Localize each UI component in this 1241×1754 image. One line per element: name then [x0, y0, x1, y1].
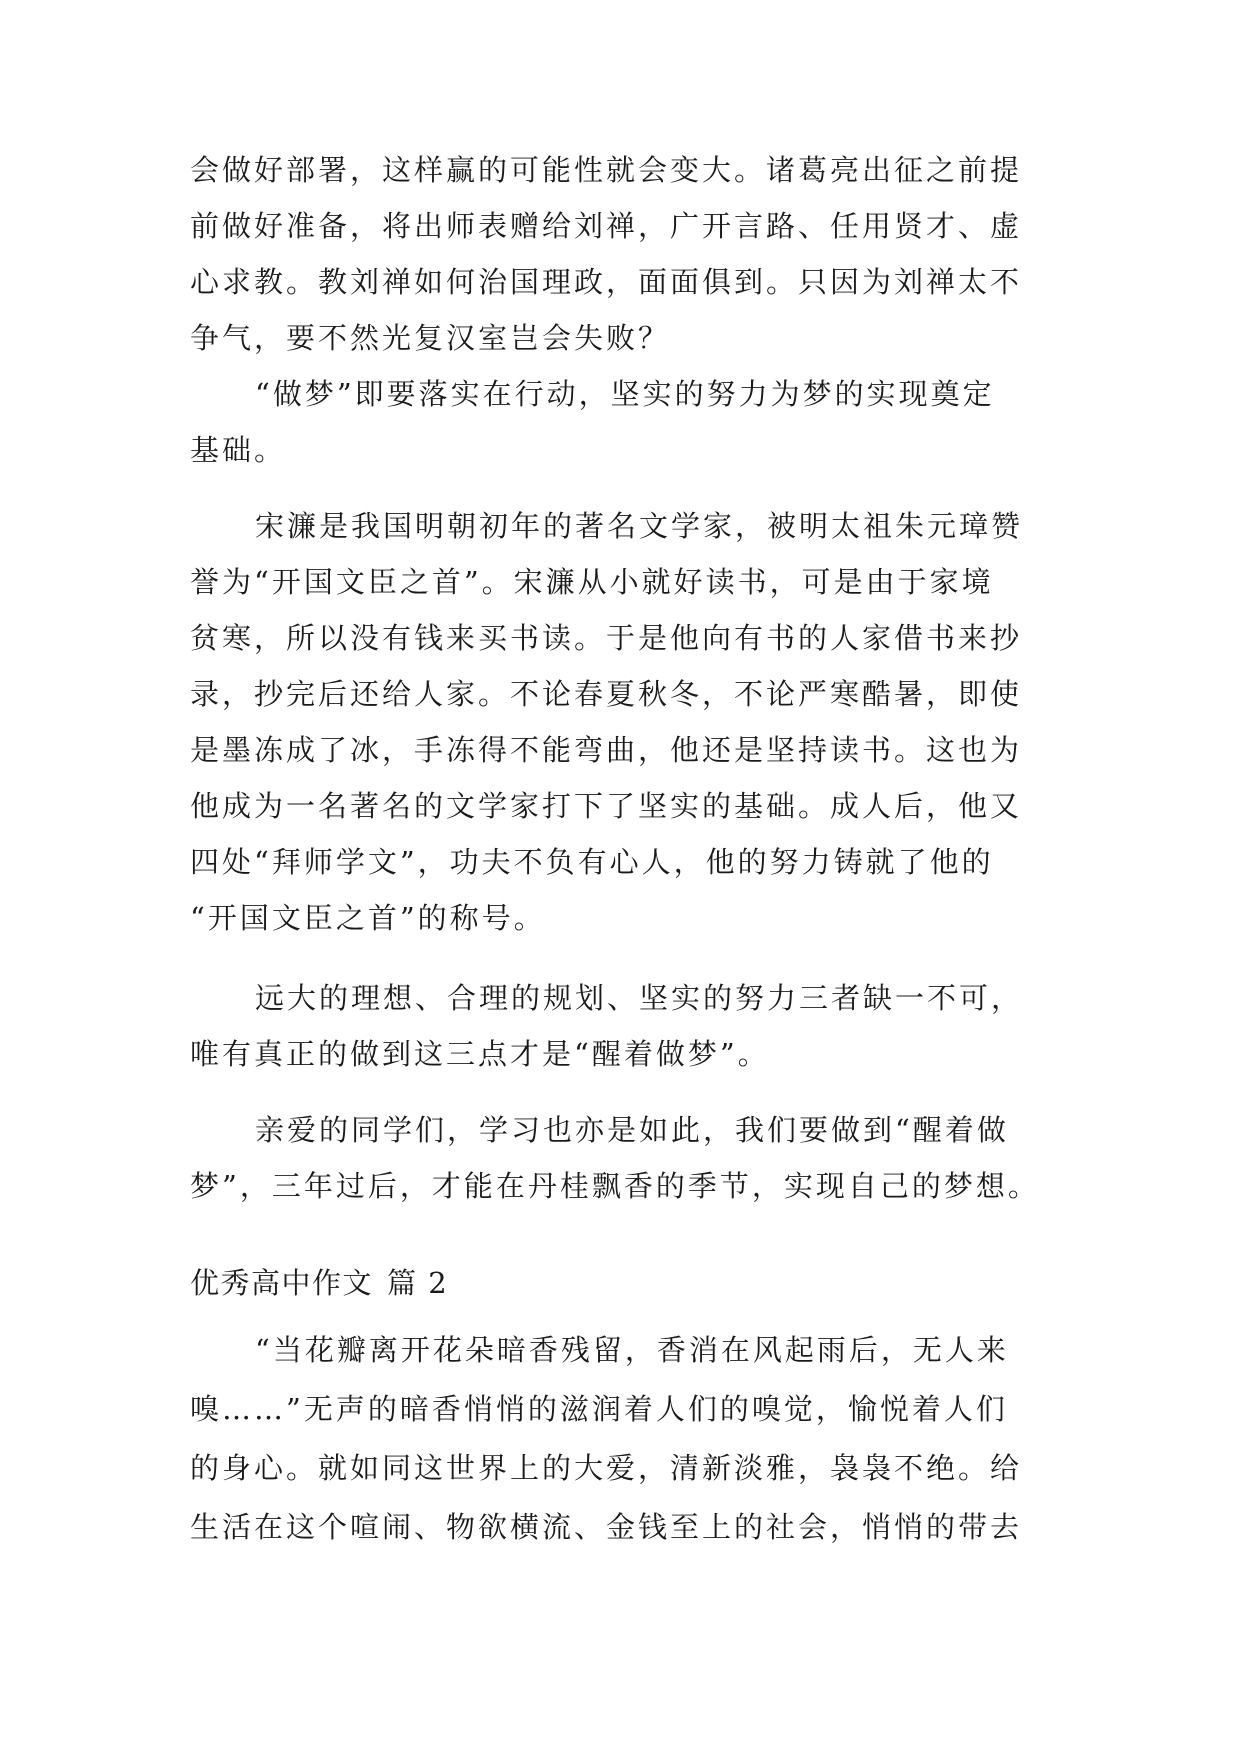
section-title: 优秀高中作文: [190, 1266, 374, 1300]
text-line: 基础。: [190, 433, 287, 467]
text-line: 梦”，三年过后，才能在丹桂飘香的季节，实现自己的梦想。: [190, 1169, 1040, 1203]
text-line: 会做好部署，这样赢的可能性就会变大。诸葛亮出征之前提: [190, 153, 1023, 187]
text-line: 宋濂是我国明朝初年的著名文学家，被明太祖朱元璋赞: [255, 509, 1024, 543]
text-line: 誉为“开国文臣之首”。宋濂从小就好读书，可是由于家境: [190, 565, 994, 599]
text-line: “做梦”即要落实在行动，坚实的努力为梦的实现奠定: [255, 377, 995, 411]
text-line: 远大的理想、合理的规划、坚实的努力三者缺一不可，: [255, 981, 1024, 1015]
text-line: 亲爱的同学们，学习也亦是如此，我们要做到“醒着做: [255, 1113, 1009, 1147]
text-line: 是墨冻成了冰，手冻得不能弯曲，他还是坚持读书。这也为: [190, 733, 1023, 767]
text-line: 贫寒，所以没有钱来买书读。于是他向有书的人家借书来抄: [190, 621, 1023, 655]
text-line: 录，抄完后还给人家。不论春夏秋冬，不论严寒酷暑，即使: [190, 677, 1023, 711]
section-heading: [190, 1263, 448, 1303]
text-line: 前做好准备，将出师表赠给刘禅，广开言路、任用贤才、虚: [190, 209, 1023, 243]
text-line: “开国文臣之首”的称号。: [190, 901, 546, 935]
text-line: 四处“拜师学文”，功夫不负有心人，他的努力铸就了他的: [190, 845, 994, 879]
text-line: 生活在这个喧闹、物欲横流、金钱至上的社会，悄悄的带去: [190, 1510, 1023, 1544]
text-line: 心求教。教刘禅如何治国理政，面面俱到。只因为刘禅太不: [190, 265, 1023, 299]
text-line: 争气，要不然光复汉室岂会失败？: [190, 321, 671, 355]
text-line: 唯有真正的做到这三点才是“醒着做梦”。: [190, 1037, 770, 1071]
text-line: 嗅……”无声的暗香悄悄的滋润着人们的嗅觉，愉悦着人们: [190, 1392, 1008, 1426]
text-line: 他成为一名著名的文学家打下了坚实的基础。成人后，他又: [190, 789, 1023, 823]
section-number: 篇 2: [387, 1266, 449, 1300]
text-line: “当花瓣离开花朵暗香残留，香消在风起雨后，无人来: [255, 1333, 1009, 1367]
text-line: 的身心。就如同这世界上的大爱，清新淡雅，袅袅不绝。给: [190, 1451, 1023, 1485]
